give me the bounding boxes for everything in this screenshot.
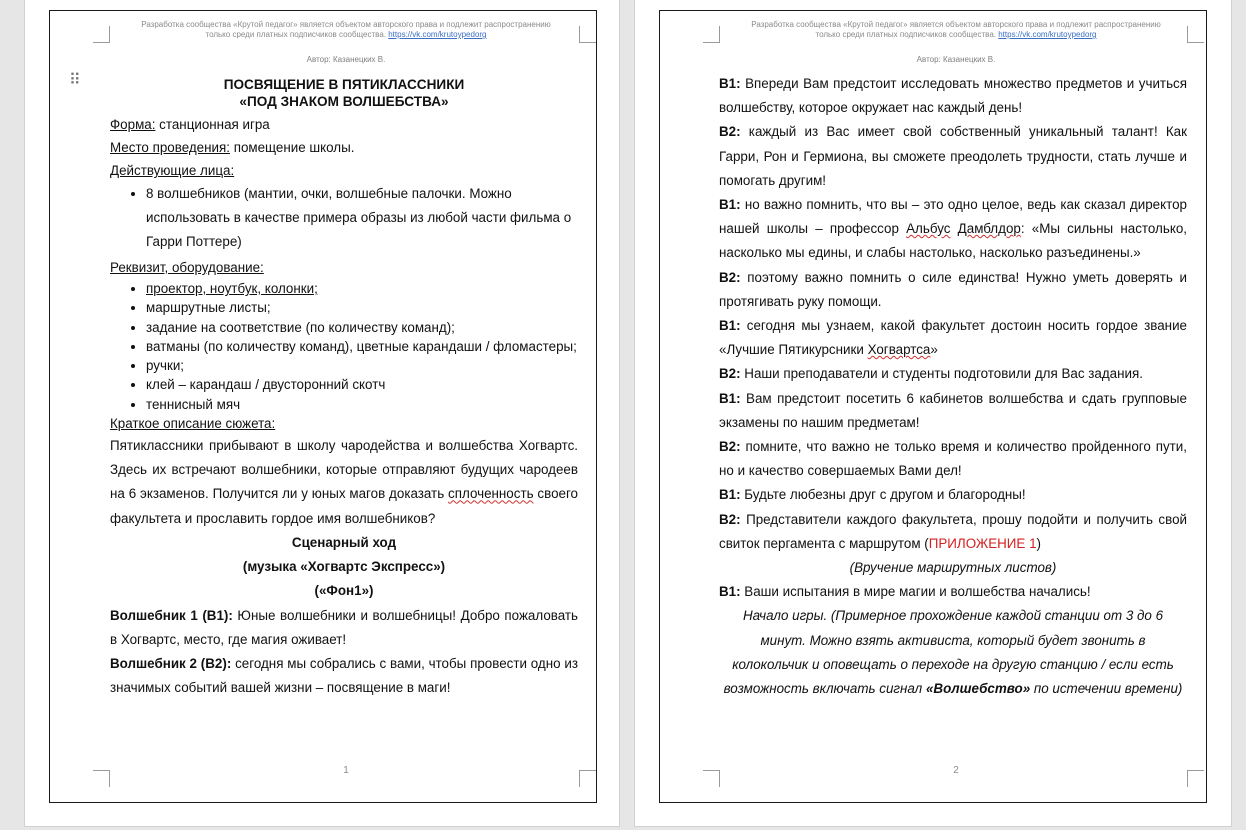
copyright-line-2: только среди платных подписчиков сообщества. bbox=[815, 30, 996, 39]
place-line bbox=[110, 136, 578, 159]
dialogue-line: В1: Будьте любезны друг с другом и благородны! bbox=[719, 487, 1026, 503]
community-link[interactable]: https://vk.com/krutoypedorg bbox=[998, 30, 1097, 39]
stage-remark: (Вручение маршрутных листов) bbox=[849, 560, 1057, 576]
document-title: ПОСВЯЩЕНИЕ В ПЯТИКЛАССНИКИ bbox=[223, 77, 465, 92]
page-2-content bbox=[719, 72, 1187, 701]
author-line: Автор: Казанецких В. bbox=[306, 55, 386, 64]
form-label: Форма: bbox=[110, 117, 156, 132]
page-number: 1 bbox=[343, 765, 349, 776]
spelling-error-word[interactable]: Альбус bbox=[906, 221, 951, 237]
dialogue-line: В1: но важно помнить, что вы – это одно целое, ведь как сказал директор нашей школы – профессор Альбус Дамблдор: «Мы сильны настолько, насколько мы едины, и слабы настолько, насколько разъединены.» bbox=[719, 197, 1187, 261]
copyright-line-1: Разработка сообщества «Крутой педагог» является объектом авторского права и подлежит распространению bbox=[141, 20, 551, 29]
dialogue-line: В2: Наши преподаватели и студенты подготовили для Вас задания. bbox=[719, 366, 1143, 382]
copyright-line-2: только среди платных подписчиков сообщества. bbox=[205, 30, 386, 39]
document-subtitle: «ПОД ЗНАКОМ ВОЛШЕБСТВА» bbox=[239, 94, 449, 109]
dialogue-line: В1: Ваши испытания в мире магии и волшебства начались! bbox=[719, 584, 1091, 600]
list-item: • задание на соответствие (по количеству команд); bbox=[146, 318, 578, 337]
dialogue-line: В2: помните, что важно не только время и количество пройденного пути, но и качество совершаемых Вами дел! bbox=[719, 439, 1187, 479]
form-value: станционная игра bbox=[155, 117, 270, 132]
place-value: помещение школы. bbox=[229, 140, 355, 155]
document-page-1 bbox=[24, 0, 620, 827]
list-item: • клей – карандаш / двусторонний скотч bbox=[146, 375, 578, 394]
list-item: • маршрутные листы; bbox=[146, 298, 578, 317]
page-1-content bbox=[110, 76, 578, 700]
music-heading: (музыка «Хогвартс Экспресс») bbox=[242, 559, 446, 575]
scenario-heading: Сценарный ход bbox=[291, 534, 397, 550]
dialogue-line: В2: каждый из Вас имеет свой собственный уникальный талант! Как Гарри, Рон и Гермиона, вы сможете преодолеть трудности, стать лучше и помогать другим! bbox=[719, 124, 1187, 188]
wizard-2-line: Волшебник 2 (В2): сегодня мы собрались с вами, чтобы провести одно из значимых событий вашей жизни – посвящение в маги! bbox=[110, 655, 578, 696]
list-item: • теннисный мяч bbox=[146, 395, 578, 414]
copyright-line-1: Разработка сообщества «Крутой педагог» является объектом авторского права и подлежит распространению bbox=[751, 20, 1161, 29]
dialogue-line: В1: Впереди Вам предстоит исследовать множество предметов и учиться волшебству, которое окружает нас каждый день! bbox=[719, 76, 1187, 116]
copyright-header bbox=[101, 20, 591, 40]
copyright-header bbox=[711, 20, 1201, 40]
props-label: Реквизит, оборудование: bbox=[110, 260, 264, 275]
table-move-handle-icon[interactable]: ⠿ bbox=[69, 72, 82, 89]
dialogue-line: В2: поэтому важно помнить о силе единства! Нужно уметь доверять и протягивать руку помощи. bbox=[719, 269, 1187, 309]
list-item: • ватманы (по количеству команд), цветные карандаши / фломастеры; bbox=[146, 337, 578, 356]
wizard-1-line: Волшебник 1 (В1): Юные волшебники и волшебницы! Добро пожаловать в Хогвартс, место, где магия оживает! bbox=[110, 607, 578, 647]
spelling-error-word[interactable]: Хогвартса bbox=[867, 342, 931, 358]
spelling-error-word[interactable]: сплоченность bbox=[448, 486, 534, 502]
list-item: • 8 волшебников (мантии, очки, волшебные палочки. Можно использовать в качестве примера образы из любой части фильма о Гарри Поттере) bbox=[146, 182, 578, 254]
list-item: • ручки; bbox=[146, 356, 578, 375]
background-heading: («Фон1») bbox=[314, 583, 374, 599]
author-line: Автор: Казанецких В. bbox=[916, 55, 996, 64]
stage-remark: Начало игры. (Примерное прохождение каждой станции от 3 до 6 минут. Можно взять активиста, который будет звонить в колокольчик и оповещать о переходе на другую станцию / если есть возможность включать сигнал «Волшебство» по истечении времени) bbox=[723, 608, 1183, 697]
dialogue-line: В1: сегодня мы узнаем, какой факультет достоин носить гордое звание «Лучшие Пятикурсники Хогвартса» bbox=[719, 318, 1187, 358]
props-list bbox=[110, 279, 578, 414]
page-number: 2 bbox=[953, 765, 959, 776]
spelling-error-word[interactable]: Дамблдор bbox=[957, 221, 1021, 237]
community-link[interactable]: https://vk.com/krutoypedorg bbox=[388, 30, 487, 39]
characters-list bbox=[110, 182, 578, 254]
appendix-link[interactable]: ПРИЛОЖЕНИЕ 1 bbox=[928, 535, 1037, 551]
place-label: Место проведения: bbox=[110, 140, 230, 155]
plot-paragraph: Пятиклассники прибывают в школу чародейства и волшебства Хогвартс. Здесь их встречают волшебники, которые отправляют будущих чародеев на 6 экзаменов. Получится ли у юных магов доказать сплоченность своего факультета и прославить гордое имя волшебников? bbox=[110, 438, 579, 526]
dialogue-line: В1: Вам предстоит посетить 6 кабинетов волшебства и сдать групповые экзамены по нашим предметам! bbox=[719, 390, 1187, 430]
dialogue-line: В2: Представители каждого факультета, прошу подойти и получить свой свиток пергамента с маршрутом (ПРИЛОЖЕНИЕ 1) bbox=[719, 511, 1187, 551]
document-page-2 bbox=[634, 0, 1232, 827]
plot-label: Краткое описание сюжета: bbox=[110, 416, 276, 432]
form-line bbox=[110, 113, 578, 136]
list-item: • проектор, ноутбук, колонки; bbox=[146, 279, 578, 298]
characters-label: Действующие лица: bbox=[110, 163, 235, 178]
